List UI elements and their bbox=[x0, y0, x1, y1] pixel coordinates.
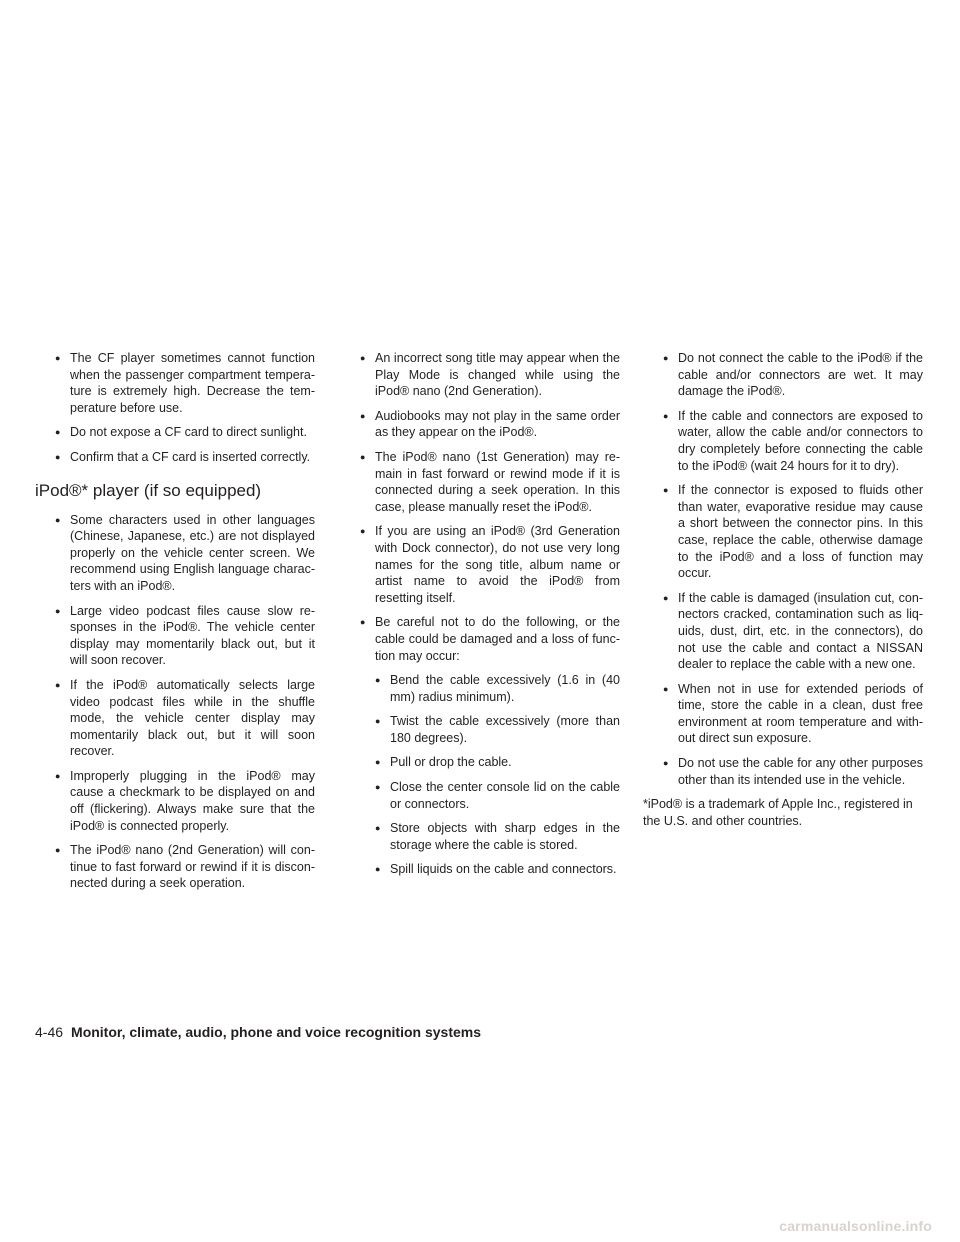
ipod-item-7: ● Audiobooks may not play in the same order as they appear on the iPod®. bbox=[340, 408, 620, 441]
cf-item-3: ● Confirm that a CF card is inserted correctly. bbox=[35, 449, 315, 466]
cable-sub-item-6: ● Spill liquids on the cable and connectors. bbox=[355, 861, 620, 878]
cable-damage-list bbox=[355, 672, 620, 878]
trademark-note: *iPod® is a trademark of Apple Inc., registered in the U.S. and other countries. bbox=[643, 797, 913, 828]
ipod-item-2: ● Large video podcast files cause slow re-sponses in the iPod®. The vehicle center display may momentarily black out, but it will soon recover. bbox=[35, 603, 315, 669]
cable-sub-item-2: ● Twist the cable excessively (more than 180 degrees). bbox=[355, 713, 620, 746]
ipod-item-9: ● If you are using an iPod® (3rd Generation with Dock connector), do not use very long names for the song title, album name or artist name to avoid the iPod® from resetting itself. bbox=[340, 523, 620, 606]
column-1 bbox=[35, 350, 315, 900]
cable-sub-item-5: ● Store objects with sharp edges in the storage where the cable is stored. bbox=[355, 820, 620, 853]
cable-item-5: ● When not in use for extended periods of time, store the cable in a clean, dust free environment at room temperature and with-out direct sun exposure. bbox=[643, 681, 923, 747]
ipod-item-6: ● An incorrect song title may appear when the Play Mode is changed while using the iPod® nano (2nd Generation). bbox=[340, 350, 620, 400]
ipod-item-5: ● The iPod® nano (2nd Generation) will con-tinue to fast forward or rewind if it is discon-nected during a seek operation. bbox=[35, 842, 315, 892]
cable-sub-item-4: ● Close the center console lid on the cable or connectors. bbox=[355, 779, 620, 812]
cable-item-6: ● Do not use the cable for any other purposes other than its intended use in the vehicle. bbox=[643, 755, 923, 788]
cable-item-2: ● If the cable and connectors are exposed to water, allow the cable and/or connectors to dry completely before connecting the cable to the iPod® (wait 24 hours for it to dry). bbox=[643, 408, 923, 474]
chapter-title: Monitor, climate, audio, phone and voice recognition systems bbox=[71, 1024, 481, 1040]
ipod-section-heading: iPod®* player (if so equipped) bbox=[35, 480, 262, 500]
cable-sub-item-3: ● Pull or drop the cable. bbox=[355, 754, 620, 771]
ipod-item-4: ● Improperly plugging in the iPod® may cause a checkmark to be displayed on and off (flickering). Always make sure that the iPod® is connected properly. bbox=[35, 768, 315, 834]
cable-item-4: ● If the cable is damaged (insulation cut, con-nectors cracked, contamination such as liq-uids, dust, dirt, etc. in the connectors), do not use the cable and contact a NISSAN dealer to replace the cable with a new one. bbox=[643, 590, 923, 673]
cable-item-3: ● If the connector is exposed to fluids other than water, evaporative residue may cause a short between the connector pins. In this case, replace the cable, otherwise damage to the iPod® and a loss of function may occur. bbox=[643, 482, 923, 582]
cable-sub-item-1: ● Bend the cable excessively (1.6 in (40 mm) radius minimum). bbox=[355, 672, 620, 705]
column-3 bbox=[643, 350, 923, 829]
cf-item-1: ● The CF player sometimes cannot function when the passenger compartment tempera-ture is extremely high. Decrease the tem-perature before use. bbox=[35, 350, 315, 416]
ipod-item-3: ● If the iPod® automatically selects large video podcast files while in the shuffle mode, the vehicle center display may momentarily black out, but it will soon recover. bbox=[35, 677, 315, 760]
ipod-item-8: ● The iPod® nano (1st Generation) may re-main in fast forward or rewind mode if it is connected during a seek operation. In this case, please manually reset the iPod®. bbox=[340, 449, 620, 515]
page-number: 4-46 bbox=[35, 1024, 64, 1040]
cf-item-2: ● Do not expose a CF card to direct sunlight. bbox=[35, 424, 315, 441]
page-footer bbox=[35, 1023, 481, 1041]
ipod-item-10: ● Be careful not to do the following, or the cable could be damaged and a loss of func-tion may occur: bbox=[340, 614, 620, 664]
site-watermark: carmanualsonline.info bbox=[779, 1218, 932, 1234]
cable-item-1: ● Do not connect the cable to the iPod® if the cable and/or connectors are wet. It may damage the iPod®. bbox=[643, 350, 923, 400]
ipod-item-1: ● Some characters used in other languages (Chinese, Japanese, etc.) are not displayed properly on the vehicle center screen. We recommend using English language charac-ters with an iPod®. bbox=[35, 512, 315, 595]
column-2 bbox=[340, 350, 620, 886]
